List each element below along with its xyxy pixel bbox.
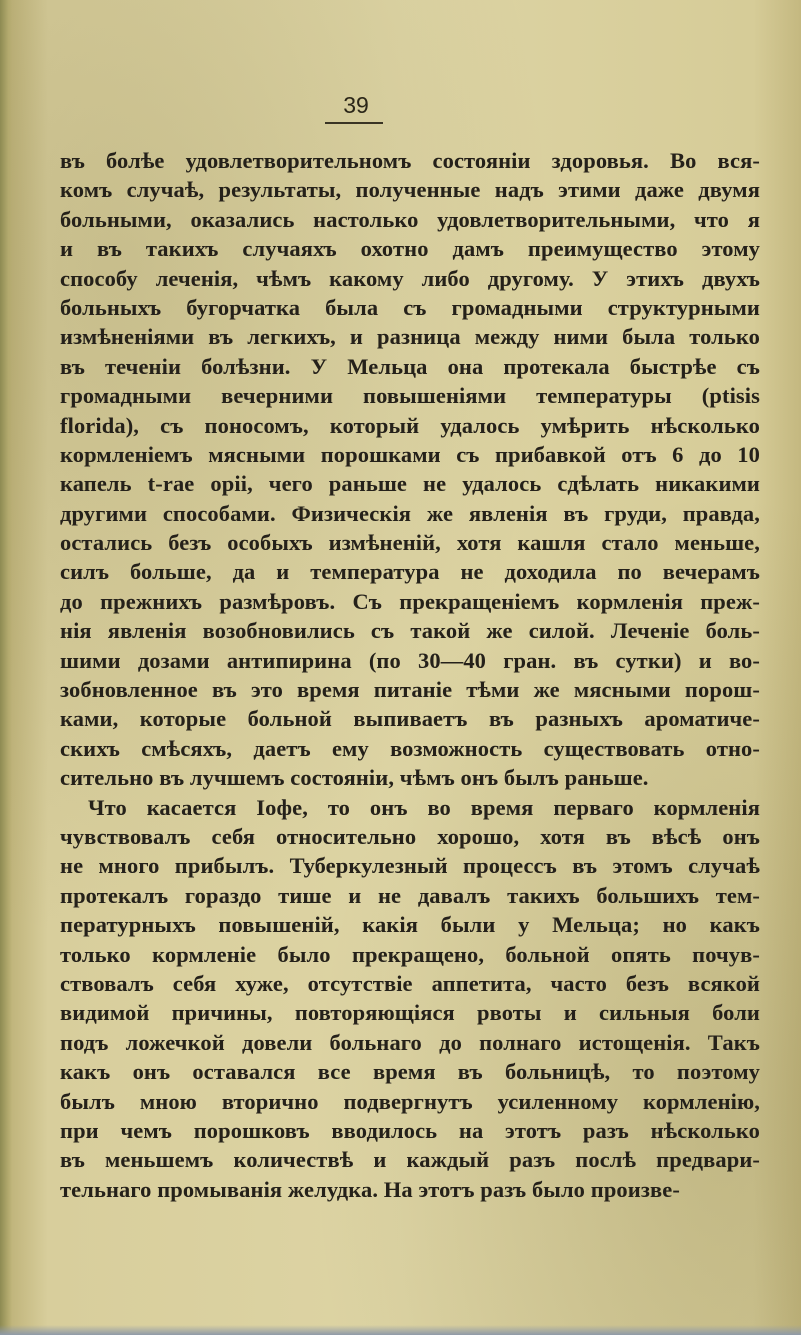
page-number-rule (325, 122, 383, 124)
text-line: въ теченіи болѣзни. У Мельца она протекала быстрѣе съ (60, 353, 760, 379)
text-line: до прежнихъ размѣровъ. Съ прекращеніемъ кормленія преж- (60, 588, 760, 614)
page-number: 39 (343, 92, 369, 118)
text-line: Что касается Іофе, то онъ во время перваго кормленія (88, 794, 760, 820)
text-line: пературныхъ повышеній, какія были у Мельца; но какъ (60, 912, 760, 938)
text-line: больными, оказались настолько удовлетворительными, что я (60, 206, 760, 232)
text-line: не много прибылъ. Туберкулезный процессъ въ этомъ случаѣ (60, 853, 760, 879)
text-line: нія явленія возобновились съ такой же силой. Леченіе боль- (60, 618, 760, 644)
text-line: ками, которые больной выпиваетъ въ разныхъ ароматиче- (60, 706, 760, 732)
text-line: былъ мною вторично подвергнутъ усиленному кормленію, (60, 1088, 760, 1114)
text-line: кормленіемъ мясными порошками съ прибавкой отъ 6 до 10 (60, 441, 760, 467)
text-line: видимой причины, повторяющіяся рвоты и сильныя боли (60, 1000, 760, 1026)
scan-bottom-edge (0, 1325, 801, 1335)
text-line: при чемъ порошковъ вводилось на этотъ разъ нѣсколько (60, 1117, 760, 1143)
text-line: только кормленіе было прекращено, больной опять почув- (60, 941, 760, 967)
text-line: въ болѣе удовлетворительномъ состояніи здоровья. Во вся- (60, 148, 760, 173)
text-line: шими дозами антипирина (по 30—40 гран. въ сутки) и во- (60, 647, 760, 673)
text-line: сительно въ лучшемъ состояніи, чѣмъ онъ былъ раньше. (60, 765, 649, 791)
text-line: ствовалъ себя хуже, отсутствіе аппетита, часто безъ всякой (60, 970, 760, 996)
text-line: капель t-rae opii, чего раньше не удалось сдѣлать никакими (60, 471, 760, 497)
text-line: способу леченія, чѣмъ какому либо другому. У этихъ двухъ (60, 265, 760, 291)
text-line: протекалъ гораздо тише и не давалъ такихъ большихъ тем- (60, 882, 760, 908)
text-line: скихъ смѣсяхъ, даетъ ему возможность существовать отно- (60, 735, 760, 761)
body-text (60, 146, 760, 1204)
text-line: комъ случаѣ, результаты, полученные надъ этими даже двумя (60, 177, 760, 203)
text-line: подъ ложечкой довели больнаго до полнаго истощенія. Такъ (60, 1029, 760, 1055)
text-line: florida), съ поносомъ, который удалось умѣрить нѣсколько (60, 412, 760, 438)
text-line: въ меньшемъ количествѣ и каждый разъ послѣ предвари- (60, 1147, 760, 1173)
text-line: тельнаго промыванія желудка. На этотъ разъ было произве- (60, 1176, 680, 1202)
text-line: измѣненіями въ легкихъ, и разница между ними была только (60, 324, 760, 350)
text-line: чувствовалъ себя относительно хорошо, хотя въ вѣсѣ онъ (60, 823, 760, 849)
text-line: какъ онъ оставался все время въ больницѣ, то поэтому (60, 1059, 760, 1085)
text-line: силъ больше, да и температура не доходила по вечерамъ (60, 559, 760, 585)
text-line: больныхъ бугорчатка была съ громадными структурными (60, 294, 760, 320)
text-line: остались безъ особыхъ измѣненій, хотя кашля стало меньше, (60, 530, 760, 556)
page-binding-edge (0, 0, 12, 1335)
text-line: и въ такихъ случаяхъ охотно дамъ преимущество этому (60, 236, 760, 262)
text-line: другими способами. Физическія же явленія въ груди, правда, (60, 500, 760, 526)
text-line: зобновленное въ это время питаніе тѣми же мясными порош- (60, 677, 760, 703)
text-line: громадными вечерними повышеніями температуры (ptisis (60, 383, 760, 409)
